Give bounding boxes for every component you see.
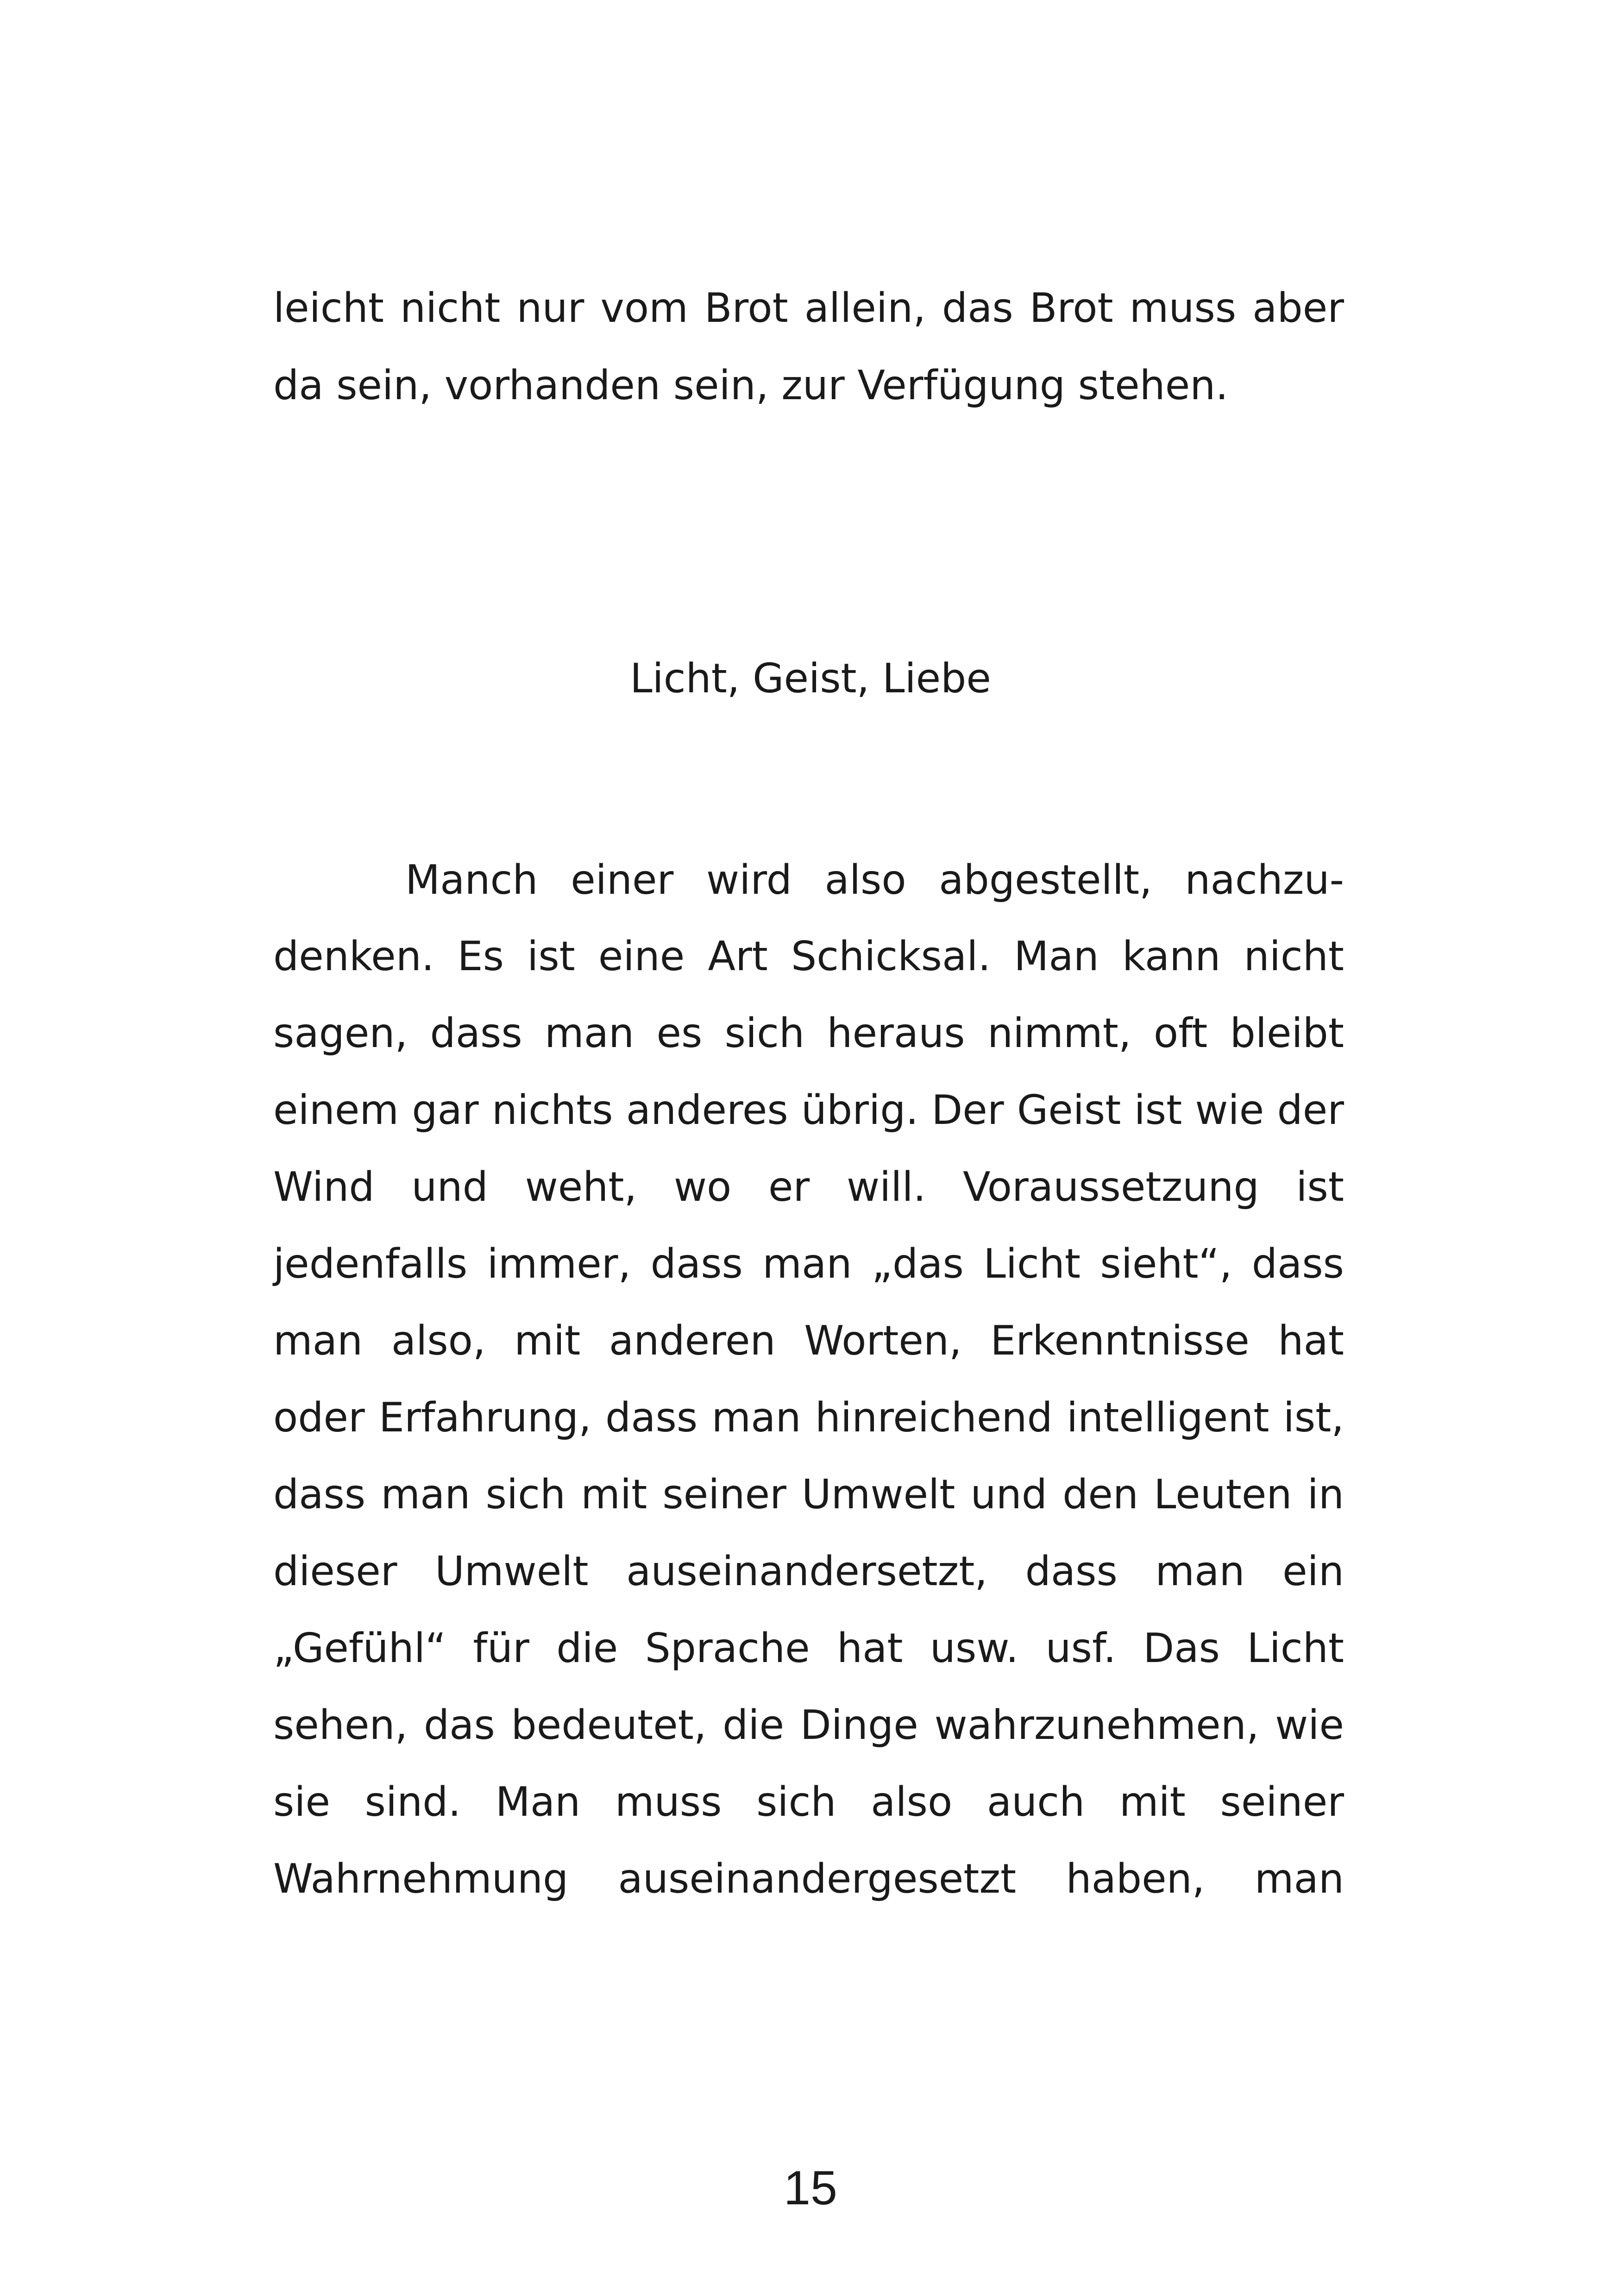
text-line: man also, mit anderen Worten, Erkenntnisse hat [273, 1317, 1344, 1364]
text-line: Wind und weht, wo er will. Voraussetzung ist [273, 1163, 1344, 1211]
text-line: oder Erfahrung, dass man hinreichend intelligent ist, [273, 1394, 1344, 1441]
text-line: „Gefühl“ für die Sprache hat usw. usf. Das Licht [273, 1625, 1344, 1672]
text-line: Wahrnehmung auseinandergesetzt haben, man [273, 1855, 1344, 1902]
text-line: leicht nicht nur vom Brot allein, das Brot muss aber [273, 284, 1344, 332]
text-line: dass man sich mit seiner Umwelt und den Leuten in [273, 1471, 1344, 1518]
text-line: denken. Es ist eine Art Schicksal. Man kann nicht [273, 933, 1344, 980]
text-line: sagen, dass man es sich heraus nimmt, oft bleibt [273, 1010, 1344, 1057]
text-line: sie sind. Man muss sich also auch mit seiner [273, 1778, 1344, 1826]
text-line: einem gar nichts anderes übrig. Der Geist ist wie der [273, 1086, 1344, 1134]
text-line: dieser Umwelt auseinandersetzt, dass man ein [273, 1548, 1344, 1595]
text-line: jedenfalls immer, dass man „das Licht sieht“, dass [273, 1240, 1344, 1287]
text-line: sehen, das bedeutet, die Dinge wahrzunehmen, wie [273, 1701, 1344, 1749]
page-number: 15 [784, 2161, 837, 2215]
section-title: Licht, Geist, Liebe [630, 655, 991, 702]
text-line: da sein, vorhanden sein, zur Verfügung stehen. [273, 362, 1229, 409]
text-line: Manch einer wird also abgestellt, nachzu- [405, 856, 1344, 903]
